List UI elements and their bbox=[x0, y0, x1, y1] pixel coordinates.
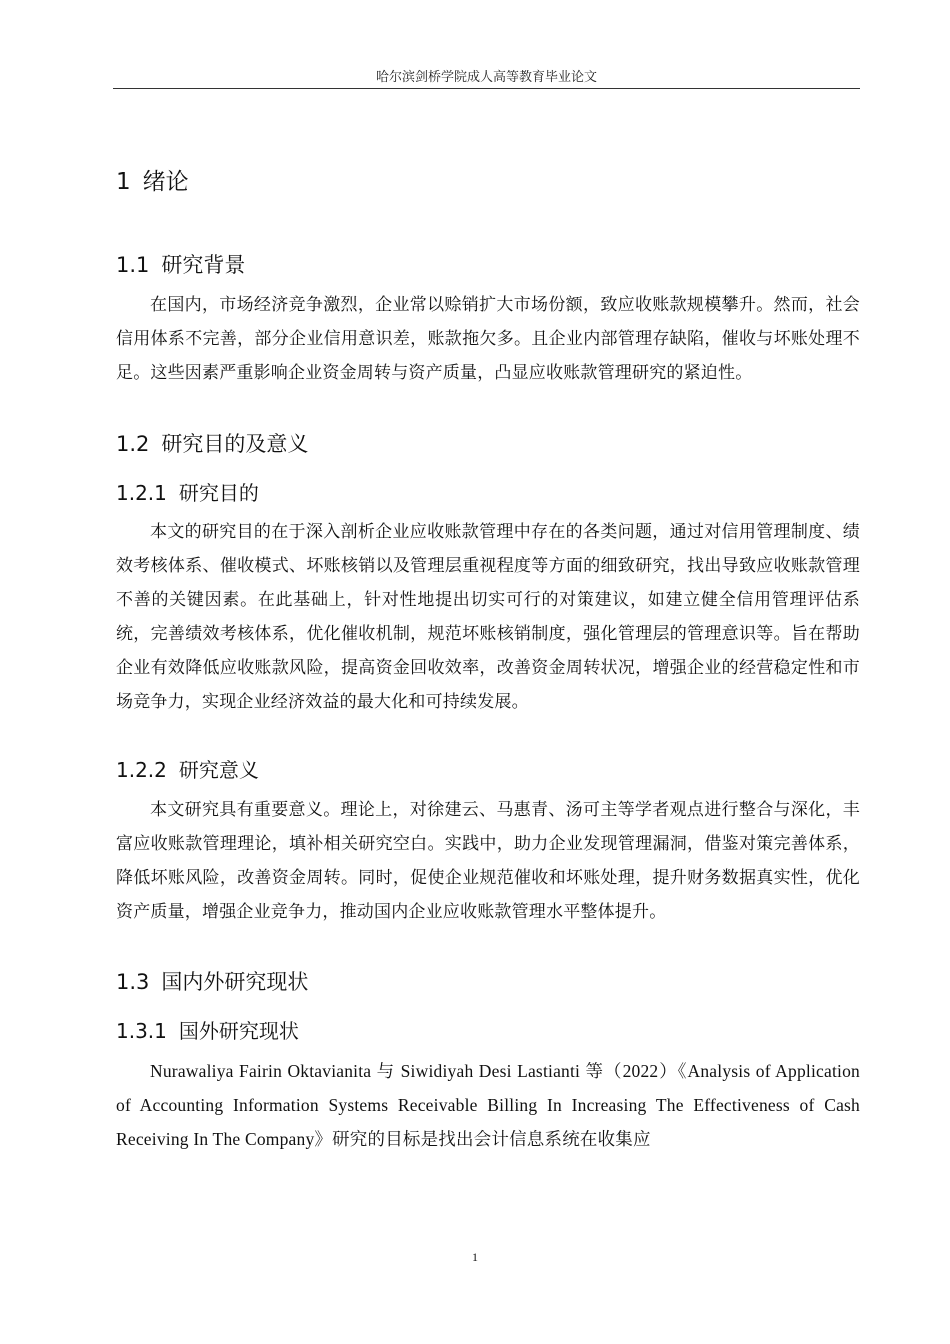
section-heading-1-3 bbox=[116, 966, 308, 996]
subsection-heading-1-2-1 bbox=[116, 477, 259, 506]
section-number: 1.2 bbox=[116, 432, 150, 456]
header-rule bbox=[113, 88, 860, 89]
paragraph-purpose: 本文的研究目的在于深入剖析企业应收账款管理中存在的各类问题，通过对信用管理制度、绩效考核体系、催收模式、坏账核销以及管理层重视程度等方面的细致研究，找出导致应收账款管理不善的关键因素。在此基础上，针对性地提出切实可行的对策建议，如建立健全信用管理评估系统，完善绩效考核体系，优化催收机制，规范坏账核销制度，强化管理层的管理意识等。旨在帮助企业有效降低应收账款风险，提高资金回收效率，改善资金周转状况，增强企业的经营稳定性和市场竞争力，实现企业经济效益的最大化和可持续发展。 bbox=[116, 522, 860, 712]
paragraph-background: 在国内，市场经济竞争激烈，企业常以赊销扩大市场份额，致应收账款规模攀升。然而，社会信用体系不完善，部分企业信用意识差，账款拖欠多。且企业内部管理存缺陷，催收与坏账处理不足。这些因素严重影响企业资金周转与资产质量，凸显应收账款管理研究的紧迫性。 bbox=[116, 295, 860, 383]
subsection-number: 1.2.1 bbox=[116, 481, 167, 505]
subsection-title: 国外研究现状 bbox=[178, 1019, 299, 1043]
subsection-number: 1.2.2 bbox=[116, 758, 167, 782]
chapter-title: 绪论 bbox=[142, 169, 189, 195]
paragraph-significance: 本文研究具有重要意义。理论上，对徐建云、马惠青、汤可主等学者观点进行整合与深化，丰富应收账款管理理论，填补相关研究空白。实践中，助力企业发现管理漏洞，借鉴对策完善体系，降低坏账风险，改善资金周转。同时，促使企业规范催收和坏账处理，提升财务数据真实性，优化资产质量，增强企业竞争力，推动国内企业应收账款管理水平整体提升。 bbox=[116, 800, 860, 922]
section-number: 1.1 bbox=[116, 253, 150, 277]
chapter-heading bbox=[116, 163, 189, 196]
subsection-title: 研究意义 bbox=[178, 758, 259, 782]
section-title: 国内外研究现状 bbox=[161, 970, 309, 994]
section-title: 研究背景 bbox=[161, 253, 246, 277]
paragraph-foreign-research: Nurawaliya Fairin Oktavianita 与 Siwidiyah Desi Lastianti 等（2022）《Analysis of Application of Accounting Information Systems Receivable Billing In Increasing The Effectiveness of Cash Receiving In The Company》研究的目标是找出会计信息系统在收集应 bbox=[116, 1061, 860, 1149]
subsection-number: 1.3.1 bbox=[116, 1019, 167, 1043]
section-number: 1.3 bbox=[116, 970, 150, 994]
section-heading-1-1 bbox=[116, 249, 245, 279]
subsection-title: 研究目的 bbox=[178, 481, 259, 505]
chapter-number: 1 bbox=[116, 169, 131, 195]
running-header: 哈尔滨剑桥学院成人高等教育毕业论文 bbox=[375, 70, 597, 85]
section-title: 研究目的及意义 bbox=[161, 432, 309, 456]
section-heading-1-2 bbox=[116, 428, 308, 458]
subsection-heading-1-2-2 bbox=[116, 754, 259, 783]
subsection-heading-1-3-1 bbox=[116, 1015, 299, 1044]
page-number: 1 bbox=[472, 1250, 478, 1264]
